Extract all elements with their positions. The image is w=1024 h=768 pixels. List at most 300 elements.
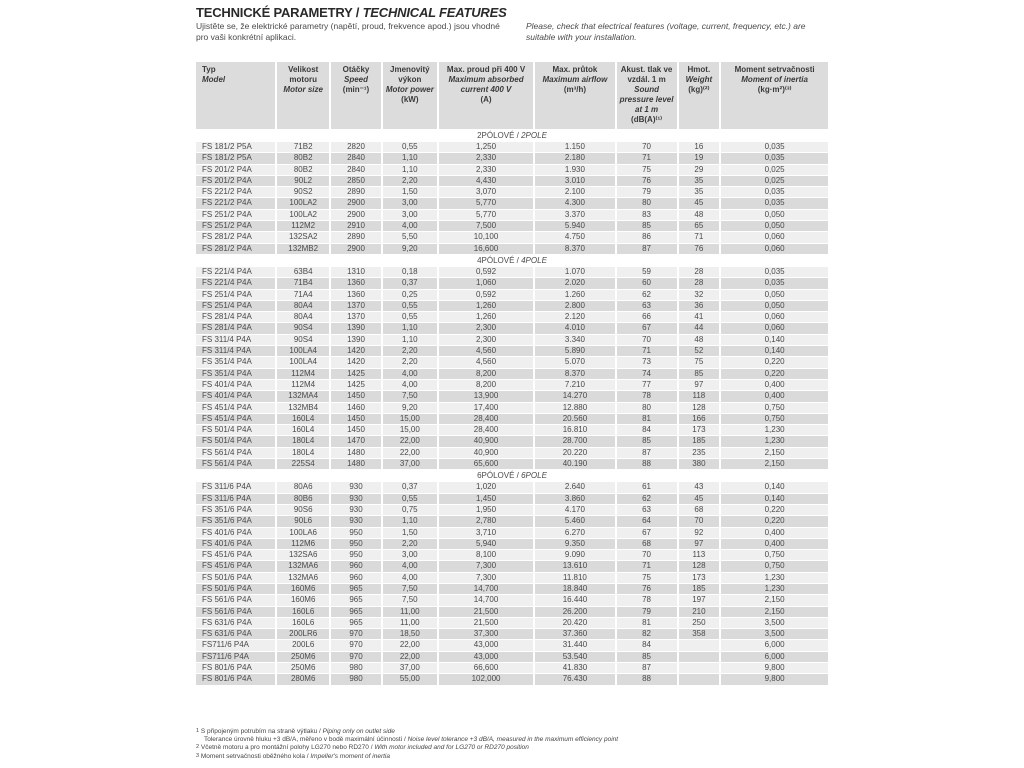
cell-motor-size: 160L6 — [277, 607, 329, 617]
cell-max-airflow: 2.640 — [535, 482, 614, 492]
cell-speed: 1450 — [331, 425, 381, 435]
cell-max-airflow: 7.210 — [535, 380, 614, 390]
cell-motor-power: 1,10 — [383, 335, 437, 345]
cell-model: FS 201/2 P4A — [196, 176, 275, 186]
cell-weight: 41 — [679, 312, 720, 322]
cell-sound-pressure: 85 — [617, 221, 677, 231]
cell-speed: 970 — [331, 640, 381, 650]
cell-motor-power: 2,20 — [383, 357, 437, 367]
cell-speed: 1420 — [331, 346, 381, 356]
cell-sound-pressure: 64 — [617, 516, 677, 526]
cell-max-airflow: 1.260 — [535, 290, 614, 300]
cell-moment-of-inertia: 0,035 — [721, 142, 828, 152]
cell-speed: 1420 — [331, 357, 381, 367]
cell-weight: 65 — [679, 221, 720, 231]
cell-sound-pressure: 61 — [617, 482, 677, 492]
cell-sound-pressure: 71 — [617, 346, 677, 356]
cell-weight: 97 — [679, 539, 720, 549]
cell-max-airflow: 5.940 — [535, 221, 614, 231]
table-row — [196, 494, 828, 504]
section-label: 4PÓLOVÉ / 4POLE — [196, 255, 828, 266]
cell-motor-power: 22,00 — [383, 436, 437, 446]
table-row — [196, 198, 828, 208]
cell-speed: 970 — [331, 629, 381, 639]
cell-max-current: 8,200 — [439, 369, 534, 379]
cell-max-current: 1,260 — [439, 301, 534, 311]
cell-model: FS711/6 P4A — [196, 652, 275, 662]
cell-max-current: 40,900 — [439, 448, 534, 458]
cell-speed: 2900 — [331, 198, 381, 208]
cell-motor-size: 80A4 — [277, 312, 329, 322]
cell-speed: 2820 — [331, 142, 381, 152]
footnote: Tolerance úrovně hluku +3 dB/A, měřeno v bodě maximální účinnosti / Noise level tolerance +3 dB/A, measured in the maximum efficiency point — [204, 736, 619, 744]
cell-max-current: 7,300 — [439, 561, 534, 571]
cell-motor-size: 250M6 — [277, 663, 329, 673]
cell-sound-pressure: 74 — [617, 369, 677, 379]
cell-motor-size: 200LR6 — [277, 629, 329, 639]
cell-moment-of-inertia: 9,800 — [721, 663, 828, 673]
cell-weight: 29 — [679, 165, 720, 175]
footnote: $^2$ Včetně motoru a pro montážní polohy LG270 nebo RD270 / With motor included and for LG270 or RD270 position — [196, 744, 529, 752]
table-row — [196, 516, 828, 526]
cell-weight: 45 — [679, 198, 720, 208]
table-row — [196, 459, 828, 469]
cell-moment-of-inertia: 0,050 — [721, 290, 828, 300]
cell-motor-size: 200L6 — [277, 640, 329, 650]
cell-moment-of-inertia: 1,230 — [721, 584, 828, 594]
table-body — [196, 130, 828, 685]
cell-motor-size: 132MA6 — [277, 561, 329, 571]
title-en: TECHNICAL FEATURES — [362, 5, 507, 20]
cell-max-airflow: 8.370 — [535, 369, 614, 379]
cell-weight: 19 — [679, 153, 720, 163]
cell-moment-of-inertia: 0,220 — [721, 369, 828, 379]
title-cz: TECHNICKÉ PARAMETRY — [196, 5, 353, 20]
cell-moment-of-inertia: 0,060 — [721, 244, 828, 254]
cell-motor-size: 112M6 — [277, 539, 329, 549]
cell-model: FS 451/4 P4A — [196, 403, 275, 413]
cell-model: FS 351/4 P4A — [196, 357, 275, 367]
cell-motor-power: 4,00 — [383, 221, 437, 231]
cell-model: FS 251/4 P4A — [196, 301, 275, 311]
cell-max-airflow: 4.300 — [535, 198, 614, 208]
cell-max-current: 4,430 — [439, 176, 534, 186]
cell-max-airflow: 5.070 — [535, 357, 614, 367]
cell-max-current: 13,900 — [439, 391, 534, 401]
cell-sound-pressure: 79 — [617, 607, 677, 617]
cell-model: FS 401/6 P4A — [196, 528, 275, 538]
cell-weight: 113 — [679, 550, 720, 560]
table-row — [196, 323, 828, 333]
cell-max-current: 4,560 — [439, 346, 534, 356]
section-label: 2PÓLOVÉ / 2POLE — [196, 130, 828, 141]
table-row — [196, 278, 828, 288]
cell-moment-of-inertia: 0,140 — [721, 335, 828, 345]
footnotes — [196, 728, 618, 761]
cell-weight: 128 — [679, 561, 720, 571]
cell-model: FS 221/2 P4A — [196, 187, 275, 197]
cell-motor-power: 55,00 — [383, 674, 437, 684]
cell-model: FS 181/2 P5A — [196, 142, 275, 152]
cell-max-airflow: 3.340 — [535, 335, 614, 345]
cell-sound-pressure: 68 — [617, 539, 677, 549]
cell-max-airflow: 1.930 — [535, 165, 614, 175]
cell-sound-pressure: 84 — [617, 425, 677, 435]
cell-weight: 358 — [679, 629, 720, 639]
table-row — [196, 539, 828, 549]
cell-moment-of-inertia: 0,750 — [721, 550, 828, 560]
cell-motor-size: 160L6 — [277, 618, 329, 628]
cell-model: FS 311/6 P4A — [196, 482, 275, 492]
cell-motor-power: 3,00 — [383, 198, 437, 208]
cell-speed: 2910 — [331, 221, 381, 231]
table-row — [196, 221, 828, 231]
cell-speed: 1425 — [331, 369, 381, 379]
cell-sound-pressure: 75 — [617, 165, 677, 175]
cell-max-current: 0,592 — [439, 290, 534, 300]
cell-model: FS 351/4 P4A — [196, 369, 275, 379]
cell-weight: 235 — [679, 448, 720, 458]
cell-sound-pressure: 83 — [617, 210, 677, 220]
cell-motor-power: 22,00 — [383, 448, 437, 458]
cell-model: FS 351/6 P4A — [196, 505, 275, 515]
cell-speed: 950 — [331, 550, 381, 560]
cell-moment-of-inertia: 1,230 — [721, 436, 828, 446]
cell-speed: 1450 — [331, 414, 381, 424]
cell-sound-pressure: 80 — [617, 198, 677, 208]
cell-model: FS 221/4 P4A — [196, 278, 275, 288]
table-row — [196, 267, 828, 277]
table-row — [196, 618, 828, 628]
cell-max-airflow: 12.880 — [535, 403, 614, 413]
cell-max-airflow: 8.370 — [535, 244, 614, 254]
header-motor-size: Velikost motoru Motor size — [277, 62, 329, 129]
table-header-row — [196, 62, 828, 129]
cell-speed: 2900 — [331, 210, 381, 220]
cell-motor-size: 132MA6 — [277, 573, 329, 583]
table-row — [196, 403, 828, 413]
cell-weight: 118 — [679, 391, 720, 401]
cell-max-current: 37,300 — [439, 629, 534, 639]
cell-moment-of-inertia: 0,060 — [721, 323, 828, 333]
cell-max-airflow: 20.420 — [535, 618, 614, 628]
cell-max-current: 2,780 — [439, 516, 534, 526]
cell-weight: 68 — [679, 505, 720, 515]
cell-motor-power: 2,20 — [383, 346, 437, 356]
cell-speed: 950 — [331, 539, 381, 549]
cell-max-current: 3,070 — [439, 187, 534, 197]
table-row — [196, 290, 828, 300]
cell-speed: 965 — [331, 618, 381, 628]
cell-sound-pressure: 67 — [617, 323, 677, 333]
cell-moment-of-inertia: 0,140 — [721, 482, 828, 492]
cell-moment-of-inertia: 9,800 — [721, 674, 828, 684]
cell-sound-pressure: 87 — [617, 448, 677, 458]
cell-sound-pressure: 85 — [617, 652, 677, 662]
section-header-row — [196, 255, 828, 266]
table-row — [196, 573, 828, 583]
cell-model: FS 251/4 P4A — [196, 290, 275, 300]
cell-weight: 28 — [679, 278, 720, 288]
cell-motor-size: 160M6 — [277, 584, 329, 594]
cell-weight: 45 — [679, 494, 720, 504]
cell-motor-power: 4,00 — [383, 369, 437, 379]
intro-text-cz: Ujistěte se, že elektrické parametry (napětí, proud, frekvence apod.) jsou vhodné pro vaši konkrétní aplikaci. — [196, 21, 500, 42]
cell-model: FS 801/6 P4A — [196, 663, 275, 673]
cell-max-airflow: 26.200 — [535, 607, 614, 617]
table-row — [196, 595, 828, 605]
cell-sound-pressure: 66 — [617, 312, 677, 322]
cell-max-current: 8,200 — [439, 380, 534, 390]
cell-motor-power: 4,00 — [383, 573, 437, 583]
cell-sound-pressure: 82 — [617, 629, 677, 639]
cell-speed: 930 — [331, 482, 381, 492]
cell-weight: 48 — [679, 335, 720, 345]
cell-motor-size: 112M4 — [277, 369, 329, 379]
cell-sound-pressure: 67 — [617, 528, 677, 538]
cell-motor-power: 0,55 — [383, 301, 437, 311]
cell-model: FS 401/4 P4A — [196, 391, 275, 401]
cell-motor-size: 80A4 — [277, 301, 329, 311]
cell-max-airflow: 2.180 — [535, 153, 614, 163]
cell-sound-pressure: 60 — [617, 278, 677, 288]
table-row — [196, 414, 828, 424]
cell-weight — [679, 652, 720, 662]
cell-motor-power: 37,00 — [383, 663, 437, 673]
cell-max-airflow: 31.440 — [535, 640, 614, 650]
cell-max-airflow: 3.370 — [535, 210, 614, 220]
cell-speed: 2840 — [331, 165, 381, 175]
table-row — [196, 436, 828, 446]
cell-motor-size: 90L6 — [277, 516, 329, 526]
cell-max-airflow: 16.810 — [535, 425, 614, 435]
cell-weight: 185 — [679, 436, 720, 446]
cell-motor-power: 7,50 — [383, 584, 437, 594]
cell-weight — [679, 663, 720, 673]
cell-weight: 44 — [679, 323, 720, 333]
cell-motor-size: 100LA4 — [277, 357, 329, 367]
cell-motor-power: 0,25 — [383, 290, 437, 300]
cell-sound-pressure: 84 — [617, 640, 677, 650]
cell-motor-power: 7,50 — [383, 595, 437, 605]
cell-motor-size: 71B4 — [277, 278, 329, 288]
cell-max-airflow: 5.460 — [535, 516, 614, 526]
cell-moment-of-inertia: 0,750 — [721, 414, 828, 424]
cell-weight: 185 — [679, 584, 720, 594]
cell-weight: 75 — [679, 357, 720, 367]
cell-model: FS 561/6 P4A — [196, 607, 275, 617]
table-row — [196, 528, 828, 538]
table-row — [196, 674, 828, 684]
footnote: $^1$ S připojeným potrubím na straně výtlaku / Piping only on outlet side — [196, 728, 395, 735]
table-row — [196, 232, 828, 242]
cell-sound-pressure: 85 — [617, 436, 677, 446]
cell-motor-power: 0,37 — [383, 482, 437, 492]
cell-max-airflow: 14.270 — [535, 391, 614, 401]
cell-max-airflow: 2.020 — [535, 278, 614, 288]
cell-sound-pressure: 79 — [617, 187, 677, 197]
table-row — [196, 607, 828, 617]
cell-max-airflow: 18.840 — [535, 584, 614, 594]
cell-speed: 965 — [331, 607, 381, 617]
header-model: Typ Model — [196, 62, 275, 129]
cell-weight: 250 — [679, 618, 720, 628]
cell-max-airflow: 2.100 — [535, 187, 614, 197]
cell-motor-size: 100LA2 — [277, 210, 329, 220]
intro-text-en: Please, check that electrical features (voltage, current, frequency, etc.) are suitable with your installation. — [526, 21, 806, 42]
title-separator: / — [352, 5, 363, 20]
table-row — [196, 335, 828, 345]
cell-model: FS 501/4 P4A — [196, 436, 275, 446]
header-weight: Hmot. Weight (kg)⁽²⁾ — [679, 62, 720, 129]
cell-speed: 1480 — [331, 459, 381, 469]
cell-moment-of-inertia: 0,035 — [721, 267, 828, 277]
cell-model: FS 561/6 P4A — [196, 595, 275, 605]
cell-motor-size: 71B2 — [277, 142, 329, 152]
cell-moment-of-inertia: 0,220 — [721, 516, 828, 526]
cell-speed: 965 — [331, 584, 381, 594]
cell-sound-pressure: 63 — [617, 301, 677, 311]
table-row — [196, 244, 828, 254]
cell-speed: 1370 — [331, 312, 381, 322]
cell-motor-power: 4,00 — [383, 561, 437, 571]
cell-speed: 980 — [331, 663, 381, 673]
page-title — [196, 5, 507, 20]
cell-motor-size: 112M2 — [277, 221, 329, 231]
cell-motor-size: 132MB4 — [277, 403, 329, 413]
cell-moment-of-inertia: 0,140 — [721, 346, 828, 356]
cell-max-current: 65,600 — [439, 459, 534, 469]
cell-max-current: 21,500 — [439, 607, 534, 617]
cell-speed: 970 — [331, 652, 381, 662]
cell-speed: 2890 — [331, 187, 381, 197]
cell-motor-size: 90L2 — [277, 176, 329, 186]
cell-weight — [679, 674, 720, 684]
cell-weight: 16 — [679, 142, 720, 152]
cell-model: FS 501/4 P4A — [196, 425, 275, 435]
cell-motor-power: 2,20 — [383, 176, 437, 186]
cell-moment-of-inertia: 2,150 — [721, 595, 828, 605]
cell-motor-power: 0,55 — [383, 142, 437, 152]
cell-moment-of-inertia: 0,025 — [721, 165, 828, 175]
cell-weight: 173 — [679, 573, 720, 583]
cell-sound-pressure: 70 — [617, 550, 677, 560]
cell-max-current: 8,100 — [439, 550, 534, 560]
cell-motor-size: 225S4 — [277, 459, 329, 469]
table-row — [196, 165, 828, 175]
cell-motor-power: 4,00 — [383, 380, 437, 390]
cell-weight: 70 — [679, 516, 720, 526]
cell-weight: 36 — [679, 301, 720, 311]
cell-sound-pressure: 80 — [617, 403, 677, 413]
cell-motor-size: 132MB2 — [277, 244, 329, 254]
cell-max-airflow: 9.350 — [535, 539, 614, 549]
cell-motor-size: 132SA2 — [277, 232, 329, 242]
cell-moment-of-inertia: 6,000 — [721, 640, 828, 650]
cell-max-current: 28,400 — [439, 425, 534, 435]
cell-max-current: 0,592 — [439, 267, 534, 277]
section-header-row — [196, 470, 828, 481]
cell-max-current: 2,300 — [439, 335, 534, 345]
cell-moment-of-inertia: 0,400 — [721, 391, 828, 401]
cell-max-current: 5,940 — [439, 539, 534, 549]
cell-weight: 97 — [679, 380, 720, 390]
section-label: 6PÓLOVÉ / 6POLE — [196, 470, 828, 481]
cell-sound-pressure: 70 — [617, 142, 677, 152]
cell-speed: 930 — [331, 505, 381, 515]
cell-sound-pressure: 78 — [617, 391, 677, 401]
cell-sound-pressure: 81 — [617, 618, 677, 628]
cell-weight: 85 — [679, 369, 720, 379]
cell-motor-power: 0,18 — [383, 267, 437, 277]
cell-max-current: 16,600 — [439, 244, 534, 254]
cell-moment-of-inertia: 0,060 — [721, 312, 828, 322]
cell-moment-of-inertia: 0,035 — [721, 153, 828, 163]
cell-max-current: 1,950 — [439, 505, 534, 515]
cell-sound-pressure: 88 — [617, 674, 677, 684]
cell-motor-size: 132MA4 — [277, 391, 329, 401]
cell-motor-size: 90S6 — [277, 505, 329, 515]
table-row — [196, 584, 828, 594]
cell-speed: 1370 — [331, 301, 381, 311]
cell-max-current: 1,250 — [439, 142, 534, 152]
cell-sound-pressure: 59 — [617, 267, 677, 277]
cell-speed: 2840 — [331, 153, 381, 163]
cell-motor-power: 9,20 — [383, 403, 437, 413]
cell-moment-of-inertia: 0,060 — [721, 232, 828, 242]
cell-sound-pressure: 73 — [617, 357, 677, 367]
cell-motor-power: 0,75 — [383, 505, 437, 515]
cell-max-airflow: 1.150 — [535, 142, 614, 152]
cell-motor-size: 80B6 — [277, 494, 329, 504]
cell-motor-size: 80A6 — [277, 482, 329, 492]
cell-max-airflow: 2.120 — [535, 312, 614, 322]
header-motor-power: Jmenovitý výkon Motor power (kW) — [383, 62, 437, 129]
cell-max-current: 43,000 — [439, 652, 534, 662]
cell-model: FS 631/6 P4A — [196, 629, 275, 639]
cell-moment-of-inertia: 0,220 — [721, 357, 828, 367]
cell-moment-of-inertia: 3,500 — [721, 629, 828, 639]
cell-sound-pressure: 77 — [617, 380, 677, 390]
table-row — [196, 187, 828, 197]
cell-sound-pressure: 88 — [617, 459, 677, 469]
cell-speed: 1480 — [331, 448, 381, 458]
cell-sound-pressure: 62 — [617, 494, 677, 504]
cell-sound-pressure: 87 — [617, 244, 677, 254]
cell-max-airflow: 37.360 — [535, 629, 614, 639]
table-row — [196, 425, 828, 435]
cell-motor-power: 1,10 — [383, 153, 437, 163]
cell-model: FS 201/2 P4A — [196, 165, 275, 175]
cell-model: FS 221/4 P4A — [196, 267, 275, 277]
cell-motor-power: 9,20 — [383, 244, 437, 254]
cell-motor-power: 1,50 — [383, 187, 437, 197]
cell-moment-of-inertia: 0,400 — [721, 528, 828, 538]
cell-motor-size: 160L4 — [277, 414, 329, 424]
cell-model: FS 401/6 P4A — [196, 539, 275, 549]
cell-sound-pressure: 87 — [617, 663, 677, 673]
cell-moment-of-inertia: 0,400 — [721, 539, 828, 549]
cell-max-airflow: 3.010 — [535, 176, 614, 186]
cell-motor-size: 90S2 — [277, 187, 329, 197]
cell-speed: 1460 — [331, 403, 381, 413]
cell-weight: 166 — [679, 414, 720, 424]
table-row — [196, 561, 828, 571]
section-header-row — [196, 130, 828, 141]
cell-motor-power: 22,00 — [383, 640, 437, 650]
cell-max-current: 5,770 — [439, 198, 534, 208]
cell-sound-pressure: 75 — [617, 573, 677, 583]
